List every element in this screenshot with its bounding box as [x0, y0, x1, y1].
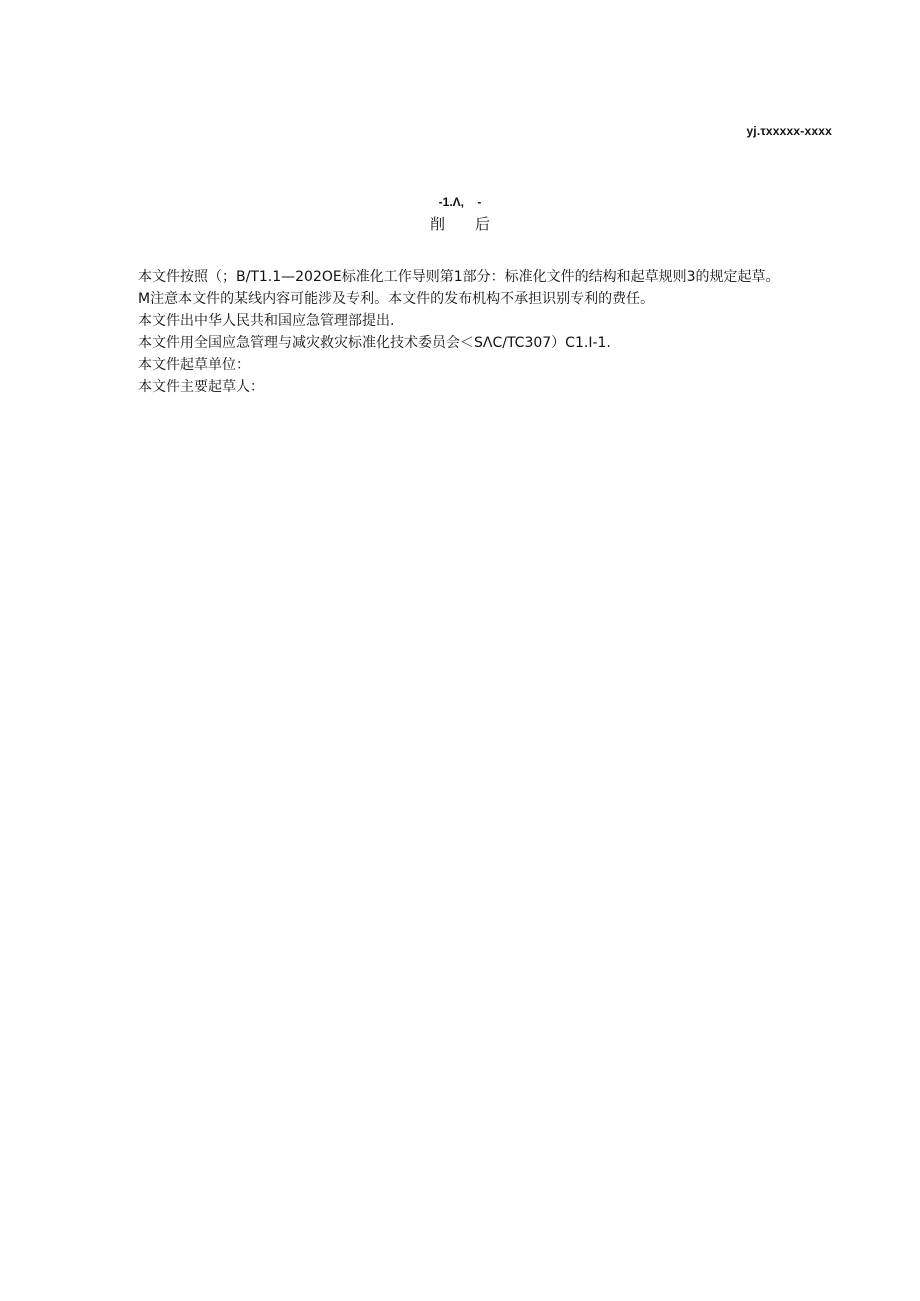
paragraph-drafting-rules: 本文件按照（；B/T1.1—202OE标准化工作导则第1部分：标准化文件的结构和起草规则3的规定起草。: [138, 269, 780, 285]
preface-body: [138, 266, 838, 398]
paragraph-main-drafters: 本文件主要起草人：: [138, 379, 264, 395]
paragraph-drafting-organization: 本文件起草单位：: [138, 357, 250, 373]
paragraph-proposed-by: 本文件出中华人民共和国应急管理部提出.: [138, 313, 395, 329]
preface-title: [0, 213, 920, 235]
preface-heading-block: [0, 193, 920, 235]
preface-title-right-char: 后: [475, 215, 491, 233]
paragraph-patent-notice: M注意本文件的某线内容可能涉及专利。本文件的发布机构不承担识别专利的费任。: [138, 291, 655, 307]
paragraph-technical-committee: 本文件用全国应急管理与减灾救灾标准化技术委员会＜SΛC∕TC307）C1.I-1.: [138, 335, 611, 351]
page-marker: -1.Λ, -: [438, 195, 482, 209]
preface-title-left-char: 削: [429, 215, 445, 233]
document-code: yj.τxxxxx-xxxx: [746, 124, 832, 138]
